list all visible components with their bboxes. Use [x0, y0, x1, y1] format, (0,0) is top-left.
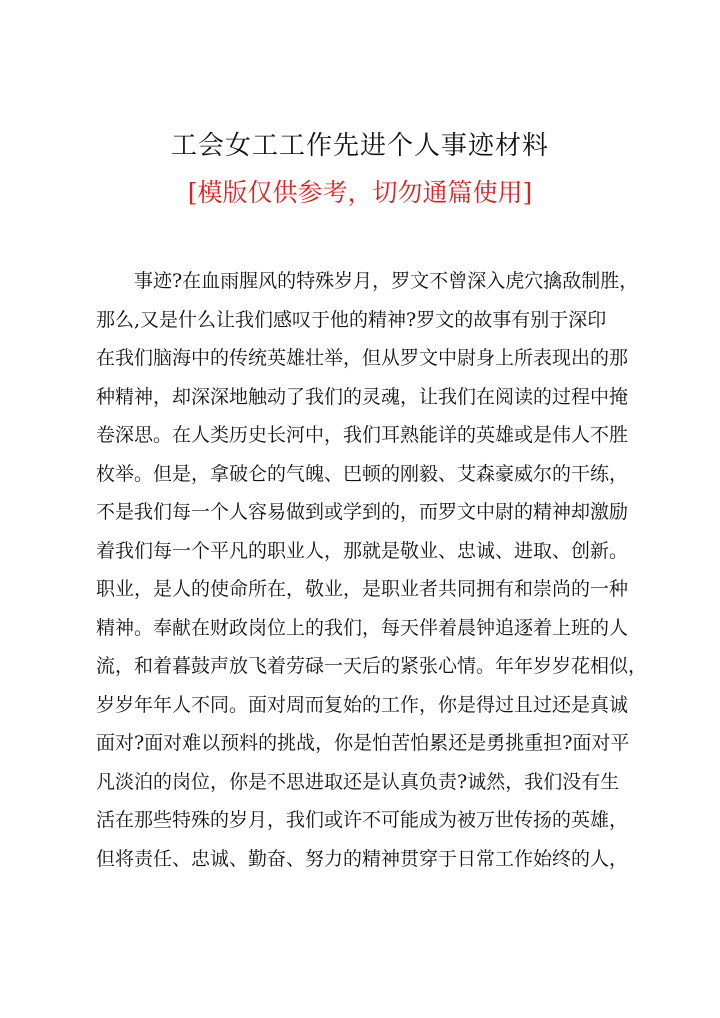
- body-line: 凡淡泊的岗位，你是不思进取还是认真负责?诚然，我们没有生: [96, 770, 620, 793]
- body-line: 不是我们每一个人容易做到或学到的，而罗文中尉的精神却激励: [96, 501, 629, 523]
- body-line: 卷深思。在人类历史长河中，我们耳熟能详的英雄或是伟人不胜: [96, 424, 629, 446]
- body-line: 种精神，却深深地触动了我们的灵魂，让我们在阅读的过程中掩: [96, 385, 629, 408]
- body-line: 但将责任、忠诚、勤奋、努力的精神贯穿于日常工作始终的人，: [96, 847, 629, 870]
- document-subtitle: [模版仅供参考，切勿通篇使用]: [187, 178, 533, 207]
- body-line: 事迹?在血雨腥风的特殊岁月，罗文不曾深入虎穴擒敌制胜，: [134, 270, 639, 292]
- body-line: 面对?面对难以预料的挑战，你是怕苦怕累还是勇挑重担?面对平: [96, 732, 630, 754]
- body-line: 枚举。但是，拿破仑的气魄、巴顿的刚毅、艾森豪威尔的干练，: [96, 462, 629, 485]
- document-title: 工会女工工作先进个人事迹材料: [170, 131, 549, 161]
- body-line: 流，和着暮鼓声放飞着劳碌一天后的紧张心情。年年岁岁花相似，: [96, 655, 648, 677]
- body-line: 职业，是人的使命所在，敬业，是职业者共同拥有和崇尚的一种: [96, 578, 629, 600]
- body-line: 活在那些特殊的岁月，我们或许不可能成为被万世传扬的英雄，: [96, 809, 629, 831]
- body-line: 那么,又是什么让我们感叹于他的精神?罗文的故事有别于深印: [96, 308, 607, 331]
- body-line: 着我们每一个平凡的职业人，那就是敬业、忠诚、进取、创新。: [96, 539, 629, 562]
- document-body: [96, 262, 656, 878]
- body-line: 岁岁年年人不同。面对周而复始的工作，你是得过且过还是真诚: [96, 693, 629, 716]
- body-line: 精神。奉献在财政岗位上的我们，每天伴着晨钟追逐着上班的人: [96, 616, 629, 639]
- body-line: 在我们脑海中的传统英雄壮举，但从罗文中尉身上所表现出的那: [96, 347, 629, 369]
